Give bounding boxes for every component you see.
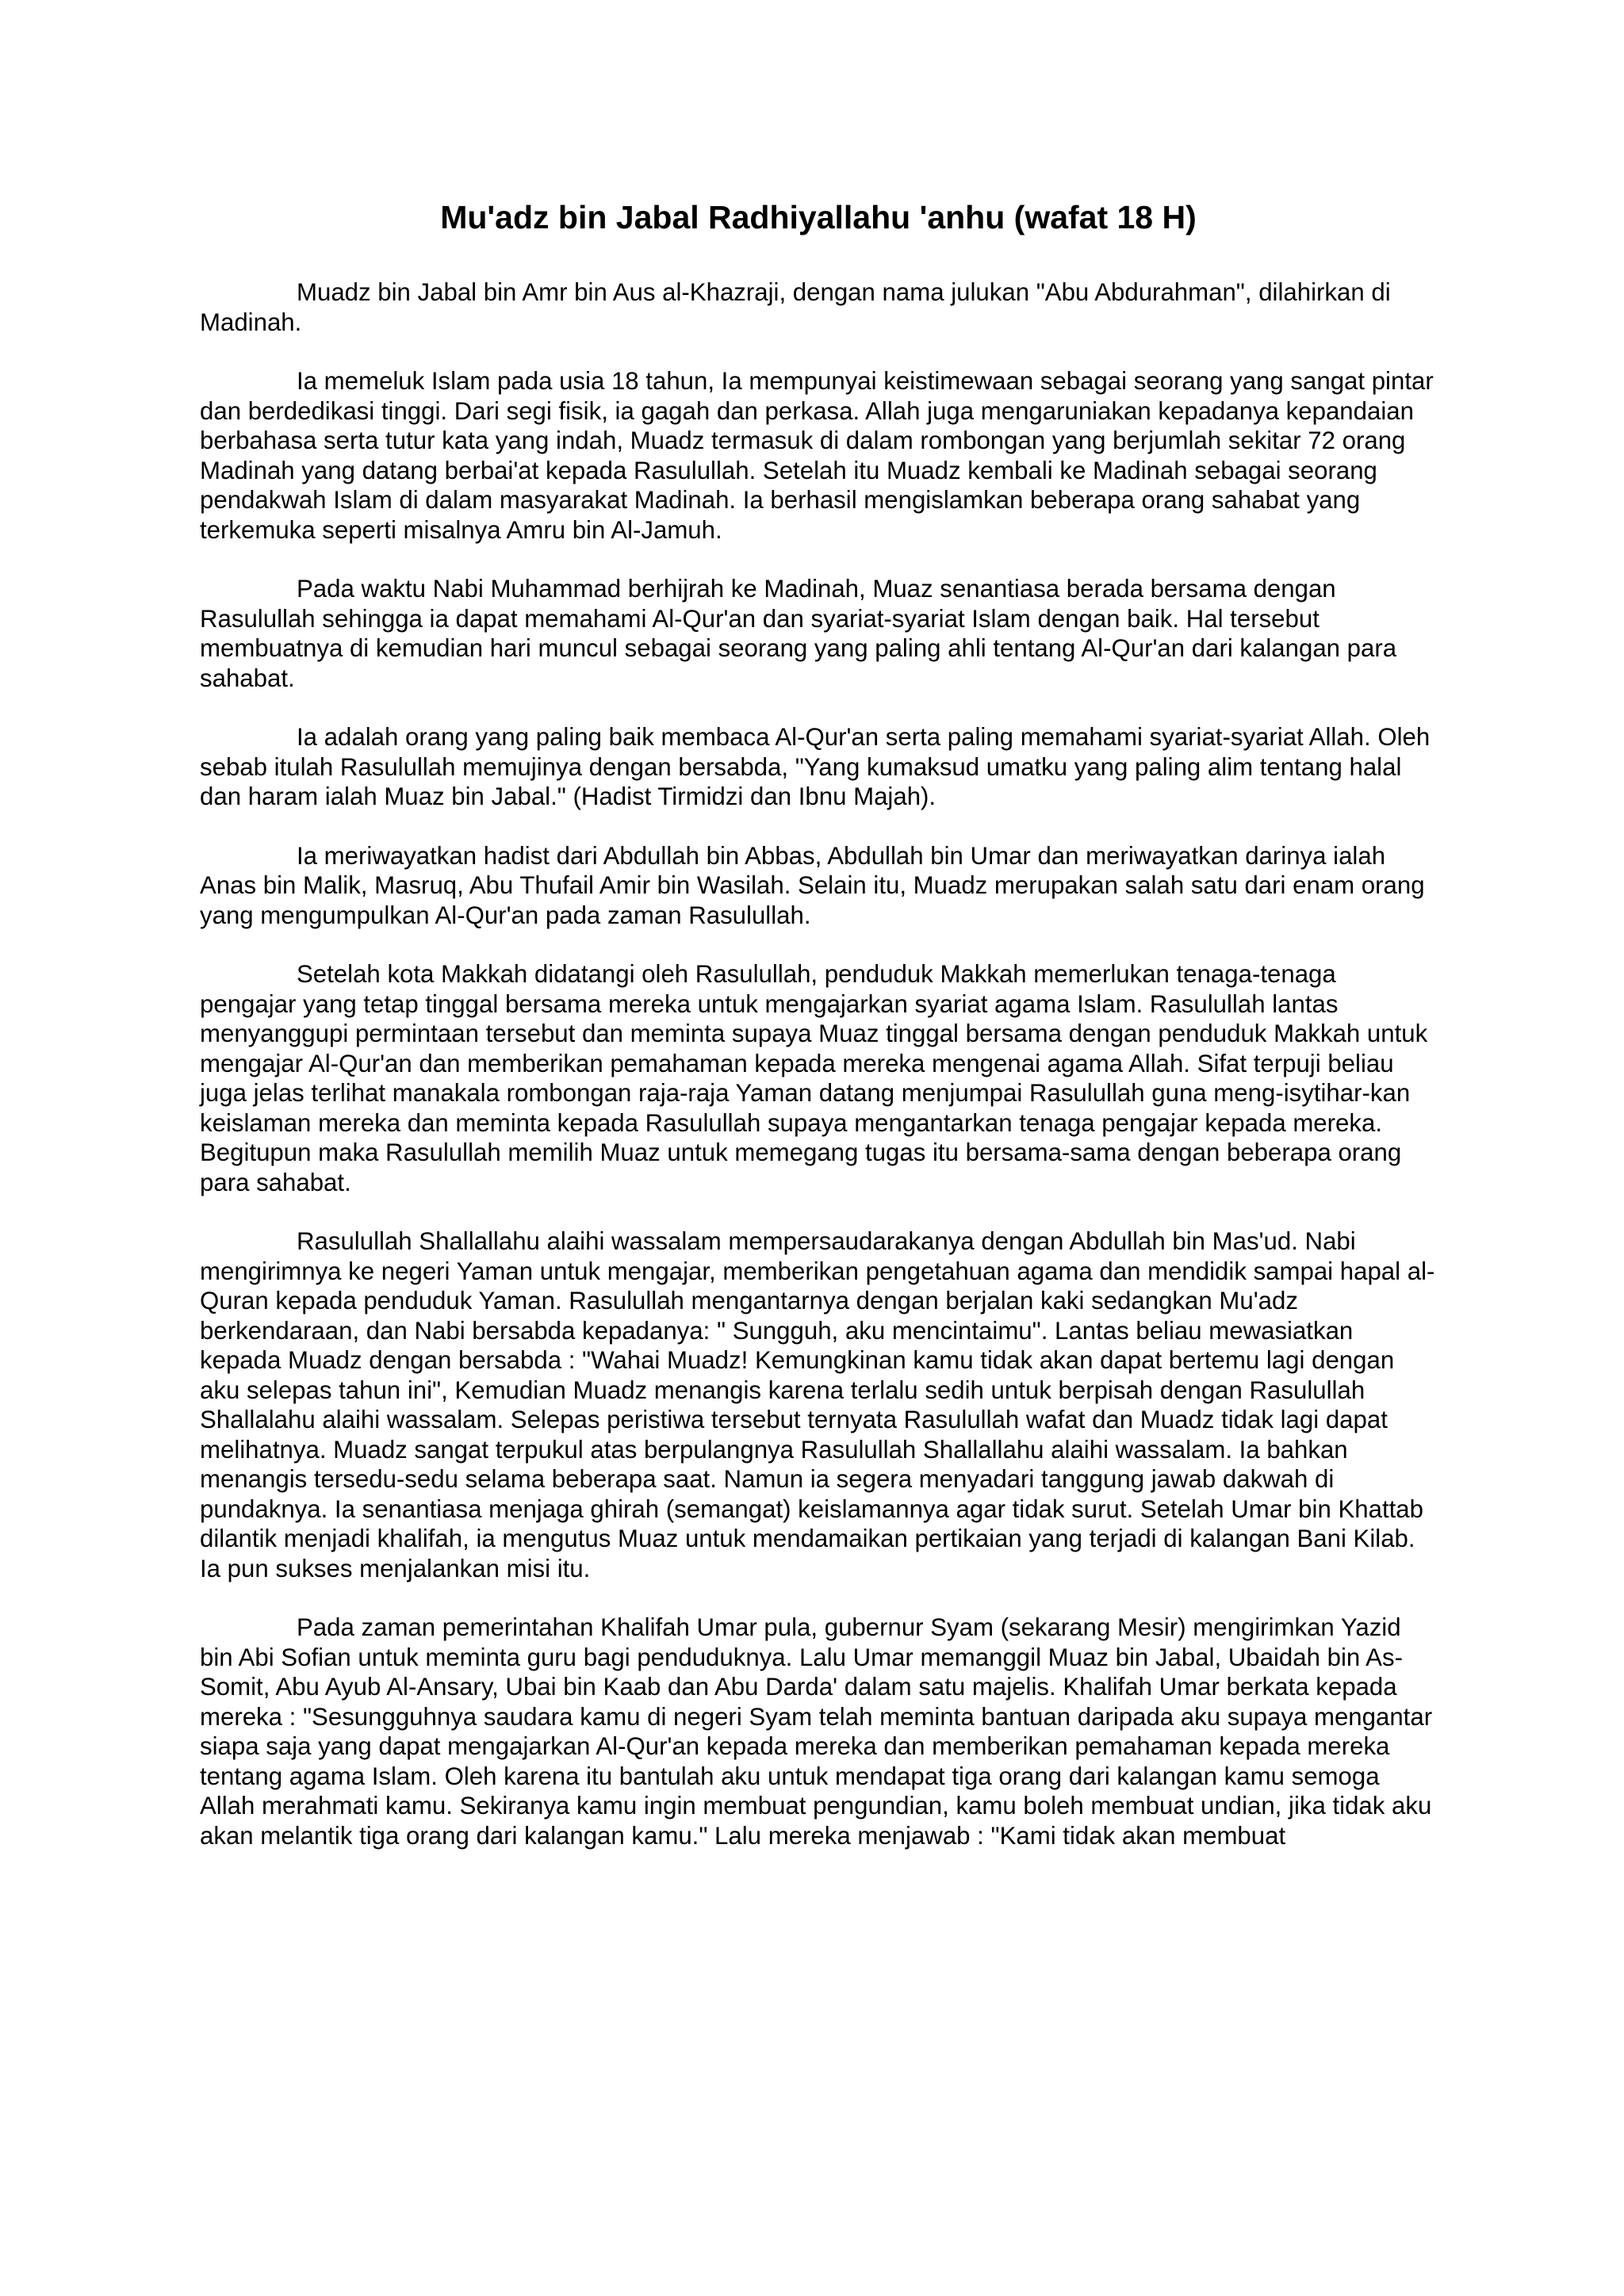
paragraph-1: Muadz bin Jabal bin Amr bin Aus al-Khazraji, dengan nama julukan "Abu Abdurahman", dilahirkan di Madinah. bbox=[200, 278, 1391, 336]
document-page bbox=[200, 195, 1437, 1880]
paragraph-8: Pada zaman pemerintahan Khalifah Umar pula, gubernur Syam (sekarang Mesir) mengirimkan Yazid bin Abi Sofian untuk meminta guru bagi penduduknya. Lalu Umar memanggil Muaz bin Jabal, Ubaidah bin As-Somit, Abu Ayub Al-Ansary, Ubai bin Kaab dan Abu Darda' dalam satu majelis. Khalifah Umar berkata kepada mereka : "Sesungguhnya saudara kamu di negeri Syam telah meminta bantuan daripada aku supaya mengantar siapa saja yang dapat mengajarkan Al-Qur'an kepada mereka dan memberikan pemahaman kepada mereka tentang agama Islam. Oleh karena itu bantulah aku untuk mendapat tiga orang dari kalangan kamu semoga Allah merahmati kamu. Sekiranya kamu ingin membuat pengundian, kamu boleh membuat undian, jika tidak aku akan melantik tiga orang dari kalangan kamu." Lalu mereka menjawab : "Kami tidak akan membuat bbox=[200, 1613, 1433, 1850]
paragraph-4: Ia adalah orang yang paling baik membaca Al-Qur'an serta paling memahami syariat-syariat Allah. Oleh sebab itulah Rasulullah memujinya dengan bersabda, "Yang kumaksud umatku yang paling alim tentang halal dan haram ialah Muaz bin Jabal." (Hadist Tirmidzi dan Ibnu Majah). bbox=[200, 723, 1431, 810]
paragraph-3: Pada waktu Nabi Muhammad berhijrah ke Madinah, Muaz senantiasa berada bersama dengan Rasulullah sehingga ia dapat memahami Al-Qur'an dan syariat-syariat Islam dengan baik. Hal tersebut membuatnya di kemudian hari muncul sebagai seorang yang paling ahli tentang Al-Qur'an dari kalangan para sahabat. bbox=[200, 575, 1397, 692]
paragraph-5: Ia meriwayatkan hadist dari Abdullah bin Abbas, Abdullah bin Umar dan meriwayatkan darinya ialah Anas bin Malik, Masruq, Abu Thufail Amir bin Wasilah. Selain itu, Muadz merupakan salah satu dari enam orang yang mengumpulkan Al-Qur'an pada zaman Rasulullah. bbox=[200, 841, 1425, 929]
paragraph-2: Ia memeluk Islam pada usia 18 tahun, Ia mempunyai keistimewaan sebagai seorang yang sangat pintar dan berdedikasi tinggi. Dari segi fisik, ia gagah dan perkasa. Allah juga mengaruniakan kepadanya kepandaian berbahasa serta tutur kata yang indah, Muadz termasuk di dalam rombongan yang berjumlah sekitar 72 orang Madinah yang datang berbai'at kepada Rasulullah. Setelah itu Muadz kembali ke Madinah sebagai seorang pendakwah Islam di dalam masyarakat Madinah. Ia berhasil mengislamkan beberapa orang sahabat yang terkemuka seperti misalnya Amru bin Al-Jamuh. bbox=[200, 367, 1434, 544]
paragraph-7: Rasulullah Shallallahu alaihi wassalam mempersaudarakanya dengan Abdullah bin Mas'ud. Nabi mengirimnya ke negeri Yaman untuk mengajar, memberikan pengetahuan agama dan mendidik sampai hapal al-Quran kepada penduduk Yaman. Rasulullah mengantarnya dengan berjalan kaki sedangkan Mu'adz berkendaraan, dan Nabi bersabda kepadanya: " Sungguh, aku mencintaimu". Lantas beliau mewasiatkan kepada Muadz dengan bersabda : "Wahai Muadz! Kemungkinan kamu tidak akan dapat bertemu lagi dengan aku selepas tahun ini", Kemudian Muadz menangis karena terlalu sedih untuk berpisah dengan Rasulullah Shallalahu alaihi wassalam. Selepas peristiwa tersebut ternyata Rasulullah wafat dan Muadz tidak lagi dapat melihatnya. Muadz sangat terpukul atas berpulangnya Rasulullah Shallallahu alaihi wassalam. Ia bahkan menangis tersedu-sedu selama beberapa saat. Namun ia segera menyadari tanggung jawab dakwah di pundaknya. Ia senantiasa menjaga ghirah (semangat) keislamannya agar tidak surut. Setelah Umar bin Khattab dilantik menjadi khalifah, ia mengutus Muaz untuk mendamaikan pertikaian yang terjadi di kalangan Bani Kilab. Ia pun sukses menjalankan misi itu. bbox=[200, 1227, 1435, 1582]
paragraph-6: Setelah kota Makkah didatangi oleh Rasulullah, penduduk Makkah memerlukan tenaga-tenaga pengajar yang tetap tinggal bersama mereka untuk mengajarkan syariat agama Islam. Rasulullah lantas menyanggupi permintaan tersebut dan meminta supaya Muaz tinggal bersama dengan penduduk Makkah untuk mengajar Al-Qur'an dan memberikan pemahaman kepada mereka mengenai agama Allah. Sifat terpuji beliau juga jelas terlihat manakala rombongan raja-raja Yaman datang menjumpai Rasulullah guna meng-isytihar-kan keislaman mereka dan meminta kepada Rasulullah supaya mengantarkan tenaga pengajar kepada mereka. Begitupun maka Rasulullah memilih Muaz untuk memegang tugas itu bersama-sama dengan beberapa orang para sahabat. bbox=[200, 960, 1428, 1196]
page-title: Mu'adz bin Jabal Radhiyallahu 'anhu (wafat 18 H) bbox=[440, 199, 1197, 235]
